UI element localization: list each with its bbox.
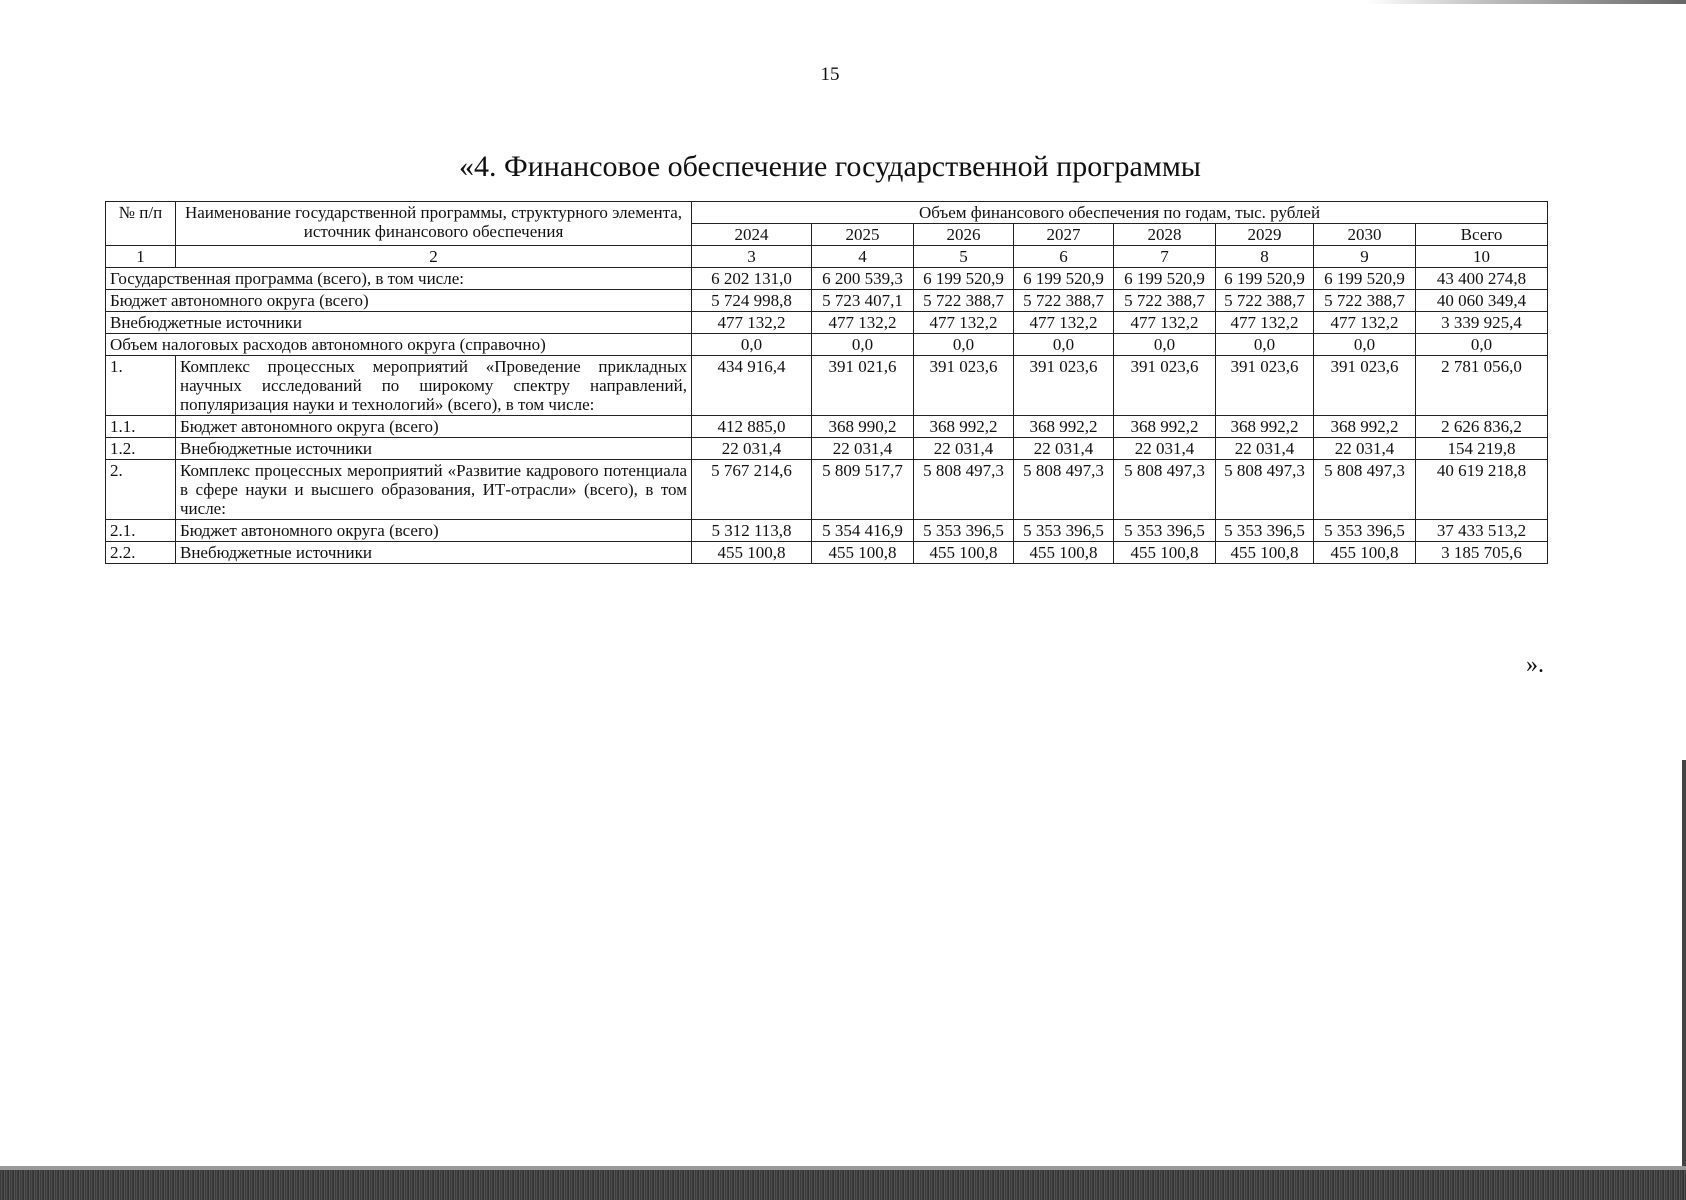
row-value: 391 023,6 — [914, 356, 1014, 416]
row-value: 455 100,8 — [1216, 542, 1314, 564]
row-value: 391 023,6 — [1216, 356, 1314, 416]
row-name: Внебюджетные источники — [106, 312, 692, 334]
table-row — [106, 356, 1548, 416]
table-row — [106, 334, 1548, 356]
index-cell: 7 — [1114, 246, 1216, 268]
row-value: 22 031,4 — [812, 438, 914, 460]
row-value: 412 885,0 — [692, 416, 812, 438]
row-number: 2. — [106, 460, 176, 520]
row-value: 391 021,6 — [812, 356, 914, 416]
header-year: 2025 — [812, 224, 914, 246]
index-cell: 5 — [914, 246, 1014, 268]
row-value: 477 132,2 — [914, 312, 1014, 334]
row-total: 3 339 925,4 — [1416, 312, 1548, 334]
header-year: 2026 — [914, 224, 1014, 246]
row-value: 22 031,4 — [1216, 438, 1314, 460]
row-total: 40 619 218,8 — [1416, 460, 1548, 520]
index-cell: 8 — [1216, 246, 1314, 268]
row-name: Внебюджетные источники — [176, 542, 692, 564]
header-num: № п/п — [106, 202, 176, 246]
row-total: 2 626 836,2 — [1416, 416, 1548, 438]
row-value: 368 992,2 — [1216, 416, 1314, 438]
row-value: 0,0 — [812, 334, 914, 356]
row-value: 455 100,8 — [1014, 542, 1114, 564]
row-value: 6 199 520,9 — [914, 268, 1014, 290]
row-value: 368 992,2 — [914, 416, 1014, 438]
index-cell: 1 — [106, 246, 176, 268]
header-year: 2028 — [1114, 224, 1216, 246]
row-total: 40 060 349,4 — [1416, 290, 1548, 312]
row-value: 6 199 520,9 — [1014, 268, 1114, 290]
table-row — [106, 520, 1548, 542]
row-value: 22 031,4 — [1114, 438, 1216, 460]
row-value: 477 132,2 — [1014, 312, 1114, 334]
row-number: 1.2. — [106, 438, 176, 460]
row-value: 22 031,4 — [914, 438, 1014, 460]
row-value: 368 992,2 — [1314, 416, 1416, 438]
table-row — [106, 290, 1548, 312]
scan-edge-right — [1682, 760, 1686, 1170]
row-value: 477 132,2 — [1114, 312, 1216, 334]
index-cell: 6 — [1014, 246, 1114, 268]
index-cell: 2 — [176, 246, 692, 268]
row-value: 6 199 520,9 — [1216, 268, 1314, 290]
row-value: 5 353 396,5 — [1314, 520, 1416, 542]
row-value: 5 723 407,1 — [812, 290, 914, 312]
row-value: 391 023,6 — [1114, 356, 1216, 416]
row-value: 5 353 396,5 — [1114, 520, 1216, 542]
scan-edge-bottom — [0, 1170, 1686, 1200]
row-name: Комплекс процессных мероприятий «Проведение прикладных научных исследований по широкому спектру направлений, популяризация науки и технологий» (всего), в том числе: — [176, 356, 692, 416]
row-value: 391 023,6 — [1014, 356, 1114, 416]
row-name: Объем налоговых расходов автономного округа (справочно) — [106, 334, 692, 356]
table-body — [106, 202, 1548, 564]
row-total: 37 433 513,2 — [1416, 520, 1548, 542]
row-value: 477 132,2 — [1314, 312, 1416, 334]
row-value: 477 132,2 — [812, 312, 914, 334]
row-number: 1. — [106, 356, 176, 416]
header-group: Объем финансового обеспечения по годам, тыс. рублей — [692, 202, 1548, 224]
row-value: 6 200 539,3 — [812, 268, 914, 290]
row-value: 5 722 388,7 — [1216, 290, 1314, 312]
row-number: 2.2. — [106, 542, 176, 564]
row-value: 22 031,4 — [1014, 438, 1114, 460]
row-value: 434 916,4 — [692, 356, 812, 416]
row-total: 3 185 705,6 — [1416, 542, 1548, 564]
table-row — [106, 416, 1548, 438]
row-value: 5 722 388,7 — [1114, 290, 1216, 312]
row-value: 5 353 396,5 — [914, 520, 1014, 542]
row-value: 5 767 214,6 — [692, 460, 812, 520]
row-value: 391 023,6 — [1314, 356, 1416, 416]
row-total: 0,0 — [1416, 334, 1548, 356]
index-cell: 4 — [812, 246, 914, 268]
row-value: 5 722 388,7 — [1014, 290, 1114, 312]
row-value: 455 100,8 — [1314, 542, 1416, 564]
row-value: 6 202 131,0 — [692, 268, 812, 290]
row-value: 5 808 497,3 — [914, 460, 1014, 520]
row-value: 0,0 — [1216, 334, 1314, 356]
table-row — [106, 460, 1548, 520]
row-value: 0,0 — [1014, 334, 1114, 356]
page-number: 15 — [820, 64, 840, 85]
header-index-row — [106, 246, 1548, 268]
row-value: 5 722 388,7 — [914, 290, 1014, 312]
row-total: 2 781 056,0 — [1416, 356, 1548, 416]
row-number: 1.1. — [106, 416, 176, 438]
row-value: 455 100,8 — [812, 542, 914, 564]
row-value: 5 722 388,7 — [1314, 290, 1416, 312]
row-value: 6 199 520,9 — [1114, 268, 1216, 290]
header-year: 2030 — [1314, 224, 1416, 246]
row-total: 154 219,8 — [1416, 438, 1548, 460]
table-row — [106, 312, 1548, 334]
row-name: Государственная программа (всего), в том числе: — [106, 268, 692, 290]
row-value: 455 100,8 — [692, 542, 812, 564]
section-title: «4. Финансовое обеспечение государственной программы — [459, 150, 1201, 183]
row-value: 5 808 497,3 — [1314, 460, 1416, 520]
header-year: 2027 — [1014, 224, 1114, 246]
row-name: Комплекс процессных мероприятий «Развитие кадрового потенциала в сфере науки и высшего образования, ИТ-отрасли» (всего), в том числе: — [176, 460, 692, 520]
row-total: 43 400 274,8 — [1416, 268, 1548, 290]
index-cell: 10 — [1416, 246, 1548, 268]
row-value: 22 031,4 — [1314, 438, 1416, 460]
row-value: 5 808 497,3 — [1014, 460, 1114, 520]
row-number: 2.1. — [106, 520, 176, 542]
row-name: Бюджет автономного округа (всего) — [106, 290, 692, 312]
row-value: 5 353 396,5 — [1014, 520, 1114, 542]
row-value: 455 100,8 — [914, 542, 1014, 564]
row-value: 477 132,2 — [1216, 312, 1314, 334]
row-value: 5 809 517,7 — [812, 460, 914, 520]
row-value: 368 992,2 — [1114, 416, 1216, 438]
header-name: Наименование государственной программы, структурного элемента, источник финансового обеспечения — [176, 202, 692, 246]
row-value: 5 808 497,3 — [1216, 460, 1314, 520]
row-value: 22 031,4 — [692, 438, 812, 460]
row-value: 368 992,2 — [1014, 416, 1114, 438]
row-value: 0,0 — [692, 334, 812, 356]
row-value: 5 353 396,5 — [1216, 520, 1314, 542]
closing-quote: ». — [1526, 652, 1544, 678]
header-total: Всего — [1416, 224, 1548, 246]
table-row — [106, 268, 1548, 290]
header-row-1 — [106, 202, 1548, 224]
row-value: 0,0 — [1114, 334, 1216, 356]
row-value: 5 312 113,8 — [692, 520, 812, 542]
scan-edge-top — [1366, 0, 1686, 4]
row-value: 368 990,2 — [812, 416, 914, 438]
financing-table — [105, 201, 1548, 564]
table-row — [106, 542, 1548, 564]
index-cell: 3 — [692, 246, 812, 268]
row-value: 5 354 416,9 — [812, 520, 914, 542]
row-value: 5 724 998,8 — [692, 290, 812, 312]
header-year: 2029 — [1216, 224, 1314, 246]
table-row — [106, 438, 1548, 460]
index-cell: 9 — [1314, 246, 1416, 268]
row-name: Внебюджетные источники — [176, 438, 692, 460]
row-name: Бюджет автономного округа (всего) — [176, 520, 692, 542]
row-value: 0,0 — [1314, 334, 1416, 356]
row-value: 6 199 520,9 — [1314, 268, 1416, 290]
row-name: Бюджет автономного округа (всего) — [176, 416, 692, 438]
row-value: 477 132,2 — [692, 312, 812, 334]
row-value: 0,0 — [914, 334, 1014, 356]
header-year: 2024 — [692, 224, 812, 246]
row-value: 5 808 497,3 — [1114, 460, 1216, 520]
row-value: 455 100,8 — [1114, 542, 1216, 564]
